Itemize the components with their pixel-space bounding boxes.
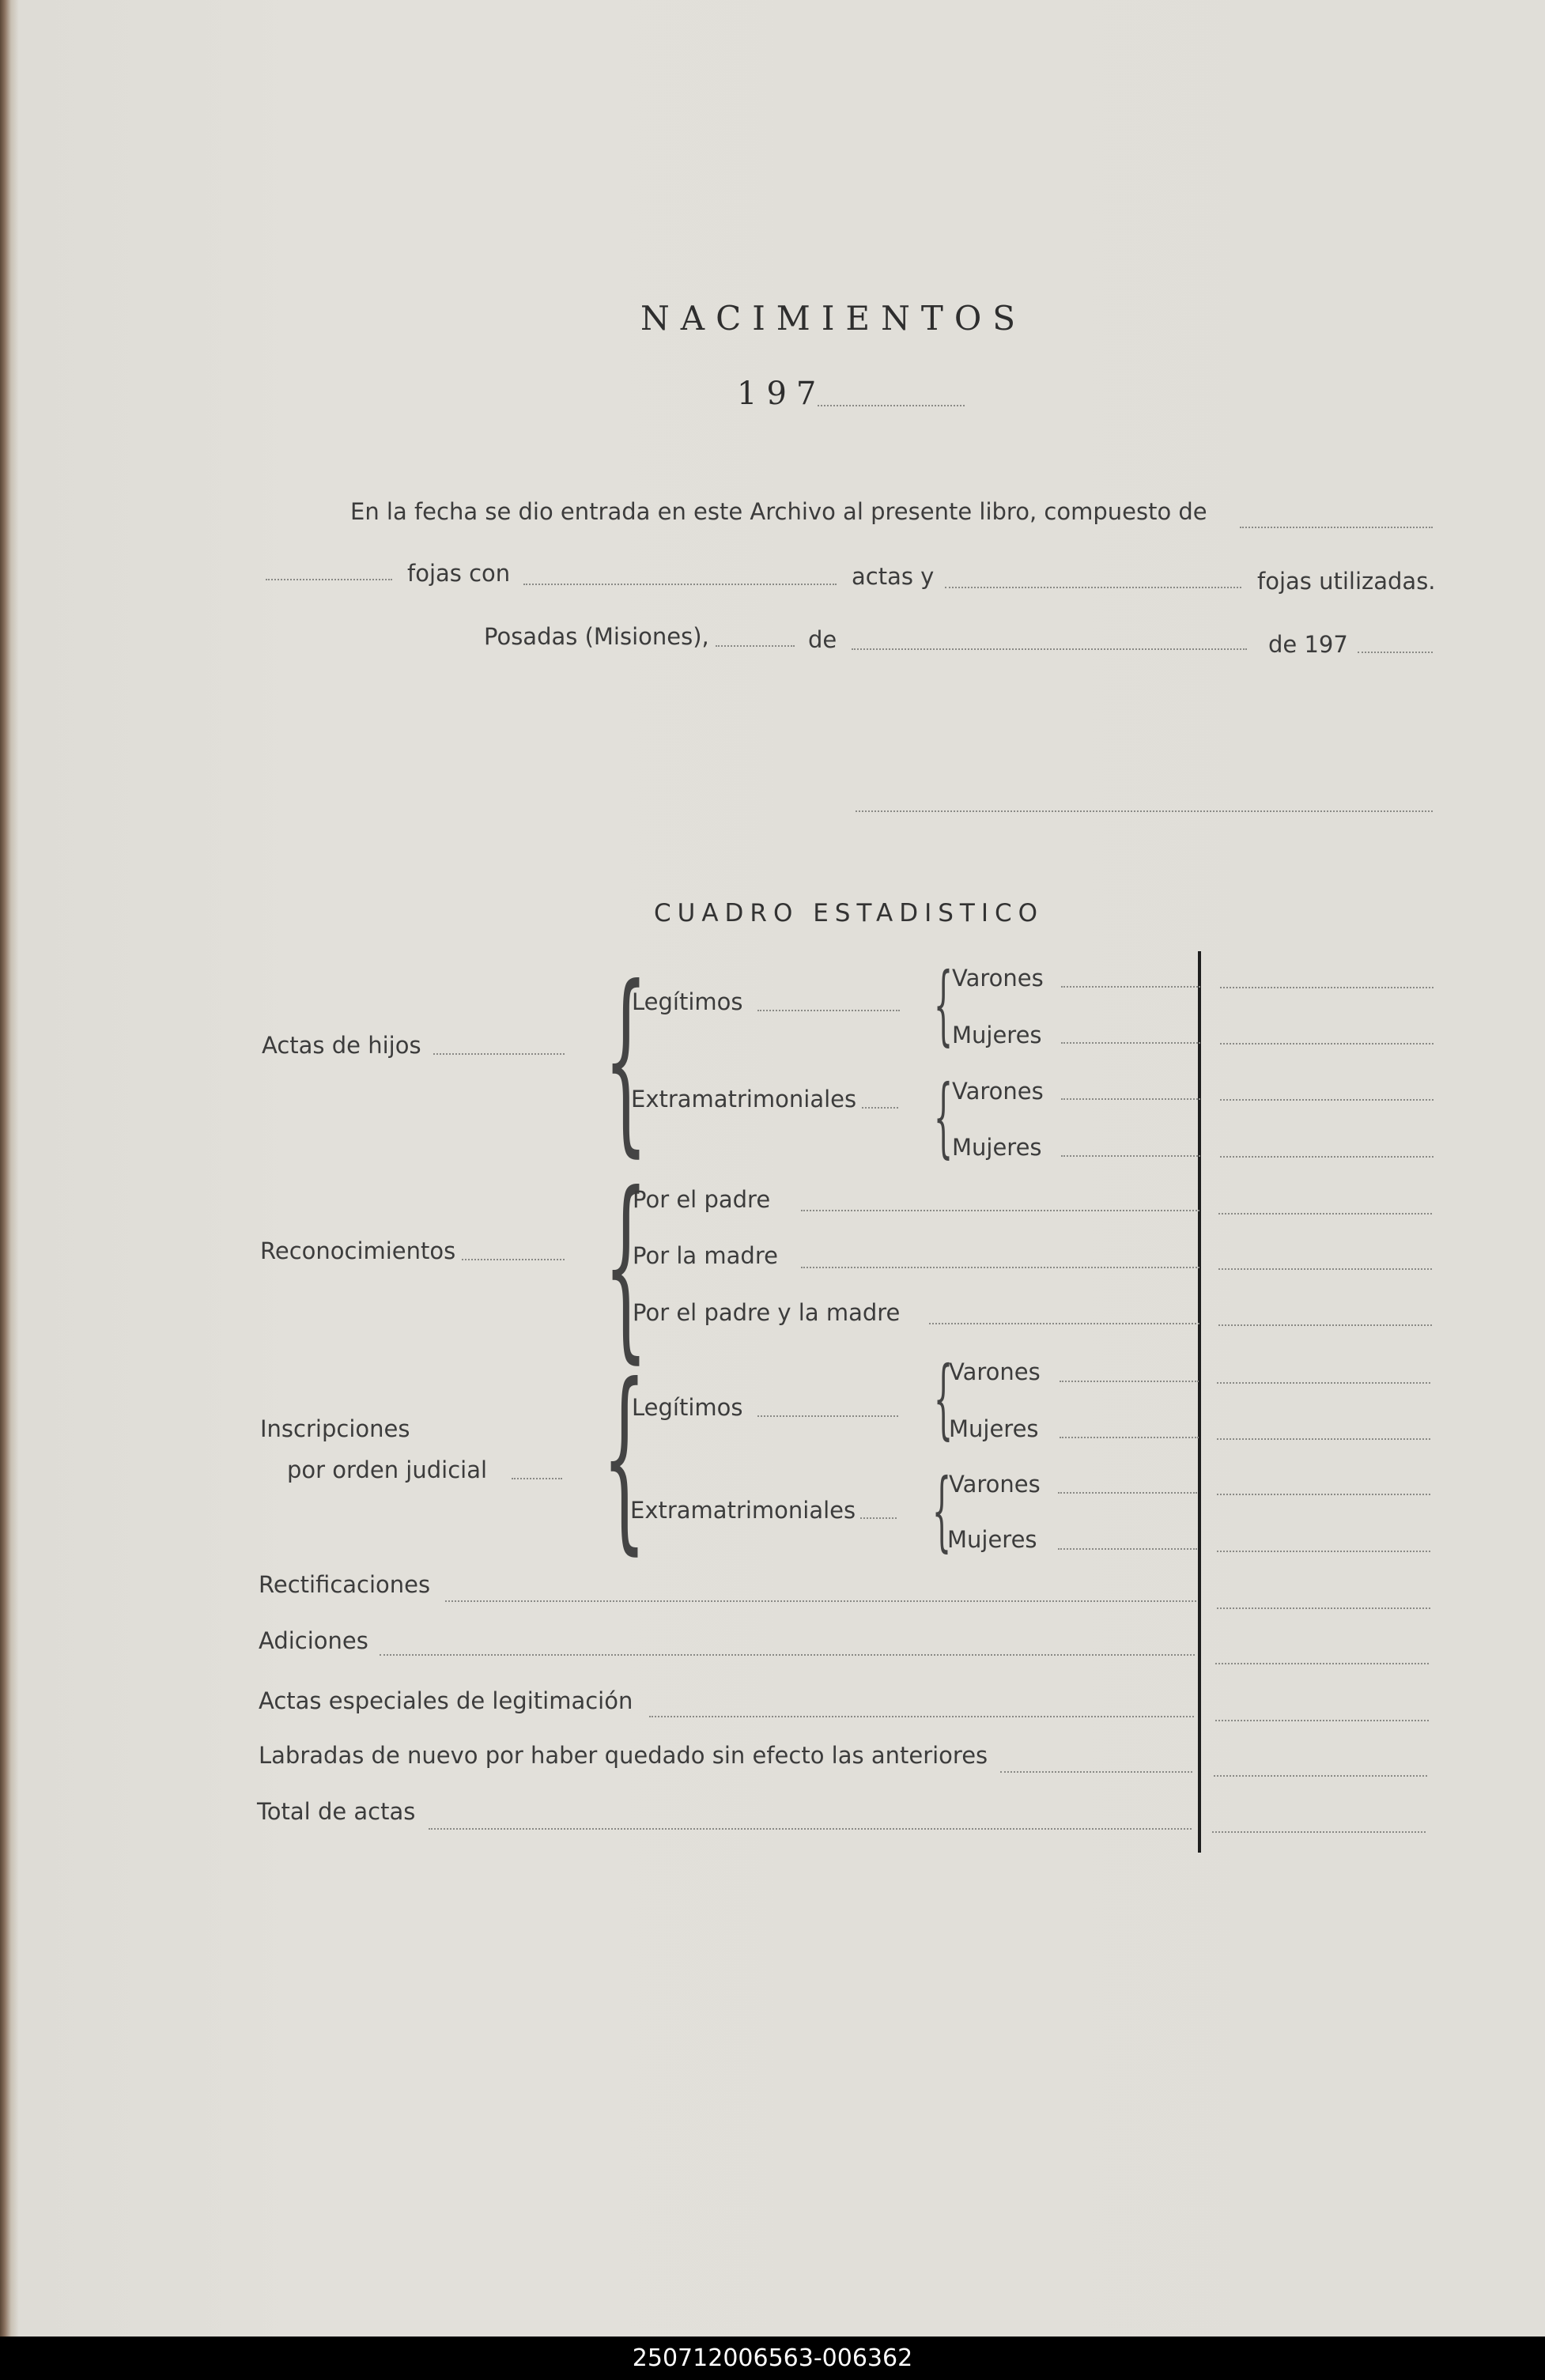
right-blank[interactable] — [1220, 987, 1434, 988]
archive-id: 250712006563-006362 — [632, 2344, 913, 2372]
right-blank[interactable] — [1212, 1831, 1426, 1833]
mujeres-label: Mujeres — [947, 1526, 1037, 1553]
por-orden-judicial-label: por orden judicial — [287, 1456, 488, 1483]
extramatrimoniales-brace: { — [931, 1460, 952, 1561]
rectificaciones-leader — [445, 1600, 1196, 1602]
mujeres-leader — [1061, 1042, 1200, 1044]
actas-de-hijos-label: Actas de hijos — [262, 1032, 421, 1059]
inscripciones-label: Inscripciones — [260, 1415, 410, 1442]
mujeres-label: Mujeres — [949, 1415, 1039, 1442]
right-blank[interactable] — [1215, 1663, 1429, 1664]
day-blank[interactable] — [716, 645, 795, 647]
column-divider — [1198, 951, 1201, 1853]
varones-label: Varones — [952, 965, 1044, 992]
right-blank[interactable] — [1217, 1382, 1430, 1384]
total-de-actas-leader — [429, 1828, 1192, 1830]
fojas-blank[interactable] — [1240, 527, 1433, 528]
varones-leader — [1060, 1381, 1199, 1382]
right-blank[interactable] — [1217, 1438, 1430, 1440]
document-title: NACIMIENTOS — [640, 299, 1027, 338]
right-blank[interactable] — [1217, 1551, 1430, 1552]
actas-y-label: actas y — [852, 563, 935, 590]
inscripciones-leader — [512, 1478, 562, 1479]
extramatrimoniales-leader — [862, 1107, 898, 1109]
labradas-leader — [1000, 1771, 1192, 1773]
legitimos-label: Legítimos — [632, 1394, 743, 1421]
fojas-con-label: fojas con — [407, 560, 511, 587]
adiciones-label: Adiciones — [259, 1627, 368, 1654]
right-blank[interactable] — [1215, 1720, 1429, 1721]
fojas-utilizadas-blank[interactable] — [945, 587, 1241, 588]
signature-line[interactable] — [856, 810, 1433, 812]
archive-id-bar — [0, 2337, 1545, 2380]
reconocimientos-brace: { — [603, 1150, 648, 1381]
actas-de-hijos-leader — [433, 1053, 565, 1055]
de-label: de — [808, 626, 837, 653]
right-blank[interactable] — [1220, 1043, 1434, 1045]
mujeres-leader — [1061, 1155, 1200, 1157]
legitimos-leader — [757, 1415, 898, 1417]
varones-leader — [1061, 1098, 1200, 1100]
legitimos-label: Legítimos — [632, 988, 743, 1015]
posadas-label: Posadas (Misiones), — [484, 623, 709, 650]
inscripciones-brace: { — [602, 1342, 647, 1572]
de-197-label: de 197 — [1268, 631, 1348, 658]
por-el-padre-leader — [801, 1210, 1199, 1211]
por-el-padre-y-la-madre-leader — [929, 1323, 1199, 1324]
por-la-madre-label: Por la madre — [633, 1242, 778, 1269]
right-blank[interactable] — [1220, 1156, 1434, 1158]
labradas-label: Labradas de nuevo por haber quedado sin efecto las anteriores — [259, 1742, 988, 1769]
por-la-madre-leader — [801, 1267, 1199, 1268]
varones-label: Varones — [949, 1358, 1041, 1385]
varones-leader — [1058, 1492, 1197, 1494]
fojas-count-blank[interactable] — [266, 579, 392, 580]
extramatrimoniales-label: Extramatrimoniales — [630, 1497, 856, 1524]
month-blank[interactable] — [852, 648, 1247, 650]
legitimos-brace: { — [933, 1347, 954, 1449]
mujeres-leader — [1060, 1437, 1199, 1438]
legitimos-leader — [757, 1010, 900, 1011]
year-blank[interactable] — [818, 405, 965, 406]
intro-line1: En la fecha se dio entrada en este Archivo al presente libro, compuesto de — [350, 498, 1207, 525]
mujeres-leader — [1058, 1548, 1197, 1550]
cuadro-title: CUADRO ESTADISTICO — [654, 899, 1044, 927]
rectificaciones-label: Rectificaciones — [259, 1571, 431, 1598]
year2-blank[interactable] — [1358, 652, 1433, 653]
right-blank[interactable] — [1218, 1213, 1432, 1215]
por-el-padre-y-la-madre-label: Por el padre y la madre — [633, 1299, 901, 1326]
por-el-padre-label: Por el padre — [633, 1186, 771, 1213]
varones-label: Varones — [949, 1471, 1041, 1498]
right-blank[interactable] — [1214, 1775, 1427, 1777]
extramatrimoniales-brace: { — [933, 1066, 954, 1167]
extramatrimoniales-leader — [860, 1517, 897, 1519]
fojas-utilizadas-label: fojas utilizadas. — [1257, 568, 1436, 595]
adiciones-leader — [380, 1654, 1195, 1656]
actas-especiales-leader — [649, 1716, 1194, 1717]
right-blank[interactable] — [1217, 1494, 1430, 1495]
extramatrimoniales-label: Extramatrimoniales — [631, 1086, 857, 1113]
right-blank[interactable] — [1218, 1324, 1432, 1326]
reconocimientos-leader — [462, 1259, 565, 1260]
right-blank[interactable] — [1218, 1268, 1432, 1270]
actas-especiales-label: Actas especiales de legitimación — [259, 1687, 633, 1714]
mujeres-label: Mujeres — [952, 1134, 1042, 1161]
actas-count-blank[interactable] — [523, 584, 837, 585]
right-blank[interactable] — [1220, 1099, 1434, 1101]
actas-de-hijos-brace: { — [603, 944, 648, 1174]
legitimos-brace: { — [933, 954, 954, 1055]
varones-label: Varones — [952, 1078, 1044, 1105]
mujeres-label: Mujeres — [952, 1022, 1042, 1048]
varones-leader — [1061, 986, 1200, 988]
total-de-actas-label: Total de actas — [257, 1798, 416, 1825]
right-blank[interactable] — [1217, 1607, 1430, 1609]
reconocimientos-label: Reconocimientos — [260, 1237, 456, 1264]
year-label: 197 — [737, 376, 826, 412]
